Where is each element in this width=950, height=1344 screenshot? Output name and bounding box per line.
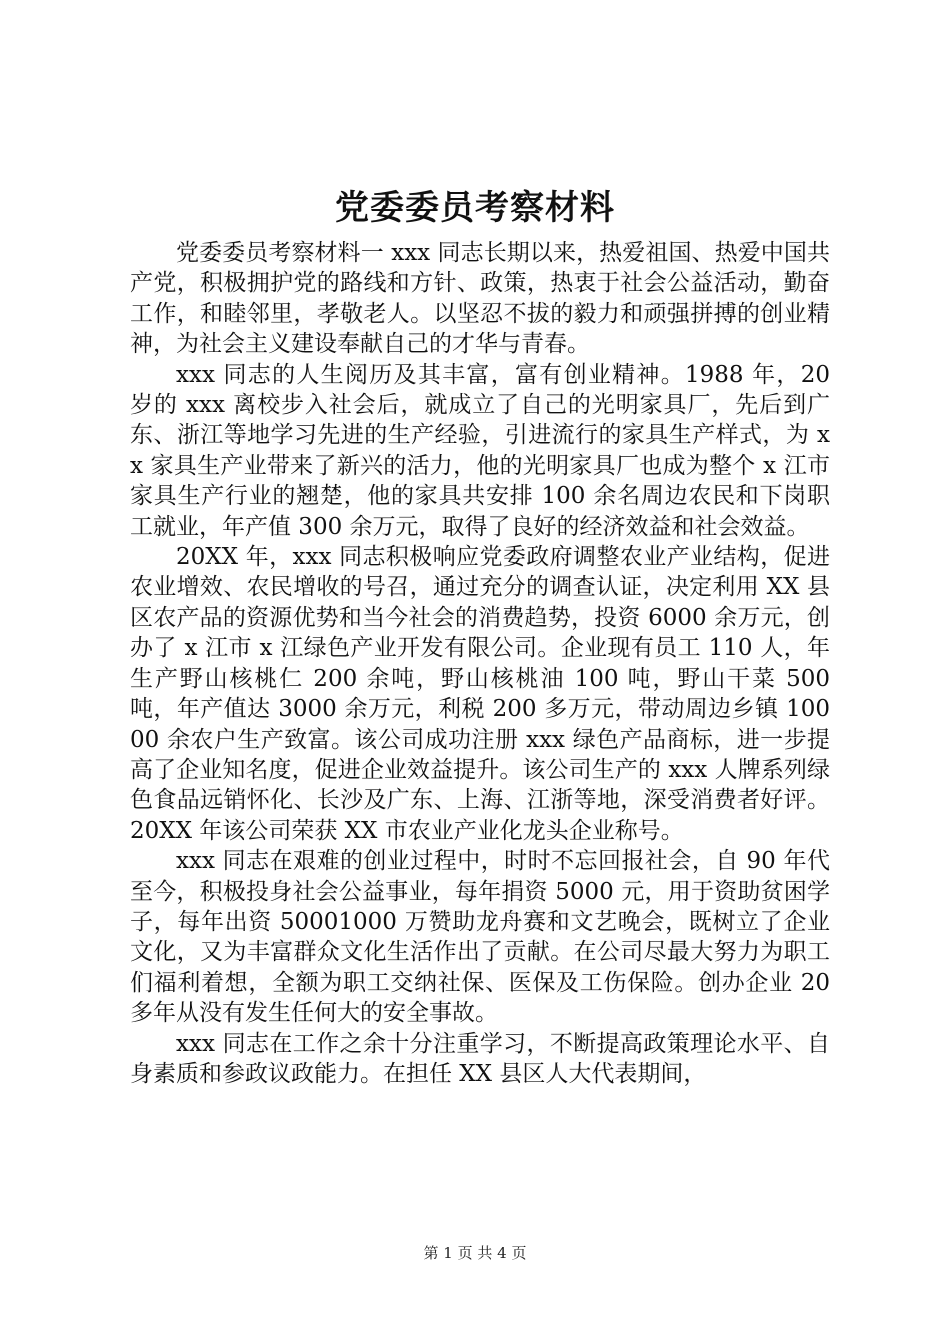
paragraph-1: 党委委员考察材料一 xxx 同志长期以来，热爱祖国、热爱中国共产党，积极拥护党的路线和方针、政策，热衷于社会公益活动，勤奋工作，和睦邻里，孝敬老人。以坚忍不拔的毅力和顽强拼搏的创业精神，为社会主义建设奉献自己的才华与青春。 xyxy=(130,240,830,358)
paragraph-2: xxx 同志的人生阅历及其丰富，富有创业精神。1988 年，20 岁的 xxx 离校步入社会后，就成立了自己的光明家具厂，先后到广东、浙江等地学习先进的生产经验，引进流行的家具生产样式，为 xx 家具生产业带来了新兴的活力，他的光明家具厂也成为整个 x 江市家具生产行业的翘楚，他的家具共安排 100 余名周边农民和下岗职工就业，年产值 300 余万元，取得了良好的经济效益和社会效益。 xyxy=(130,361,830,540)
document-title: 党委委员考察材料 xyxy=(335,188,615,228)
document-body xyxy=(130,238,830,1089)
page-number-footer: 第 1 页 共 4 页 xyxy=(423,1244,527,1262)
paragraph-3: 20XX 年，xxx 同志积极响应党委政府调整农业产业结构，促进农业增效、农民增收的号召，通过充分的调查认证，决定利用 XX 县区农产品的资源优势和当今社会的消费趋势，投资 6000 余万元，创办了 x 江市 x 江绿色产业开发有限公司。企业现有员工 110 人，年生产野山核桃仁 200 余吨，野山核桃油 100 吨，野山干菜 500 吨，年产值达 3000 余万元，利税 200 多万元，带动周边乡镇 10000 余农户生产致富。该公司成功注册 xxx 绿色产品商标，进一步提高了企业知名度，促进企业效益提升。该公司生产的 xxx 人牌系列绿色食品远销怀化、长沙及广东、上海、江浙等地，深受消费者好评。20XX 年该公司荣获 XX 市农业产业化龙头企业称号。 xyxy=(130,544,830,844)
paragraph-4: xxx 同志在艰难的创业过程中，时时不忘回报社会，自 90 年代至今，积极投身社会公益事业，每年捐资 5000 元，用于资助贫困学子，每年出资 50001000 万赞助龙舟赛和文艺晚会，既树立了企业文化，又为丰富群众文化生活作出了贡献。在公司尽最大努力为职工们福利着想，全额为职工交纳社保、医保及工伤保险。创办企业 20 多年从没有发生任何大的安全事故。 xyxy=(130,848,830,1027)
paragraph-5: xxx 同志在工作之余十分注重学习，不断提高政策理论水平、自身素质和参政议政能力。在担任 XX 县区人大代表期间， xyxy=(130,1030,830,1087)
